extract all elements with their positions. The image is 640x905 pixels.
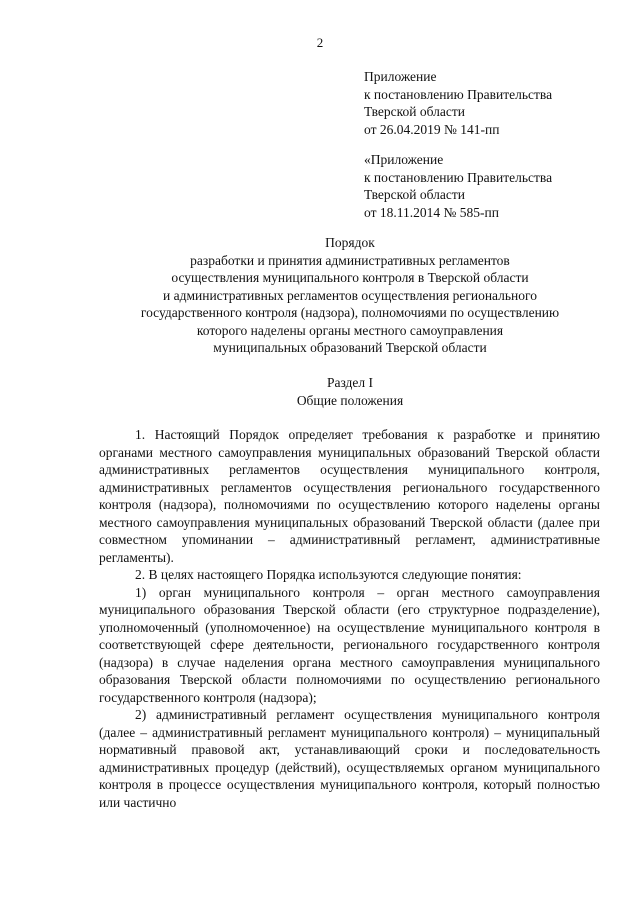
annex-line: от 18.11.2014 № 585-пп: [364, 204, 499, 220]
title-heading: Порядок: [325, 235, 375, 250]
section-name: Общие положения: [296, 393, 404, 408]
title-line: и административных регламентов осуществления регионального: [163, 287, 537, 303]
body-text: [99, 426, 600, 811]
paragraph: 1. Настоящий Порядок определяет требования к разработке и принятию органами местного самоуправления муниципальных образований Тверской области административных регламентов осуществления муниципального контроля, административных регламентов осуществления регионального государственного контроля (надзора), полномочиями по осуществлению которого наделены органы местного самоуправления муниципальных образований Тверской области (далее при совместном упоминании – административный регламент, административные регламенты).: [99, 427, 600, 565]
annex-line: Тверской области: [364, 104, 465, 119]
title-line: осуществления муниципального контроля в Тверской области: [171, 270, 529, 285]
section-heading: [100, 374, 600, 410]
section-number: Раздел I: [326, 375, 374, 390]
title-line: государственного контроля (надзора), полномочиями по осуществлению: [140, 305, 560, 320]
document-title: [100, 234, 600, 357]
paragraph: 1) орган муниципального контроля – орган местного самоуправления муниципального образования Тверской области (его структурное подразделение), уполномоченный (уполномоченное) на осуществление муниципального контроля в соответствующей сфере деятельности, регионального государственного контроля (надзора) в случае наделения органа местного самоуправления муниципального образования Тверской области полномочиями по осуществлению регионального государственного контроля (надзора);: [99, 584, 600, 705]
title-line: муниципальных образований Тверской области: [213, 340, 487, 355]
annex-line: от 26.04.2019 № 141-пп: [364, 121, 500, 137]
paragraph: 2) административный регламент осуществления муниципального контроля (далее – административный регламент муниципального контроля) – муниципальный нормативный правовой акт, устанавливающий сроки и последовательность административных процедур (действий), осуществляемых органом муниципального контроля в процессе осуществления муниципального контроля, который полностью или частично: [99, 707, 600, 810]
annex-line: к постановлению Правительства: [364, 86, 553, 102]
annex-line: «Приложение: [364, 152, 444, 167]
title-line: которого наделены органы местного самоуправления: [196, 322, 504, 338]
annex-line: Тверской области: [364, 187, 465, 202]
title-line: разработки и принятия административных регламентов: [190, 252, 510, 268]
paragraph: 2. В целях настоящего Порядка используются следующие понятия:: [135, 567, 522, 582]
annex-line: к постановлению Правительства: [364, 169, 553, 185]
page-number: 2: [316, 35, 324, 50]
annex-header-current: [364, 68, 552, 138]
annex-line: Приложение: [364, 69, 437, 84]
annex-header-original: [364, 151, 552, 221]
